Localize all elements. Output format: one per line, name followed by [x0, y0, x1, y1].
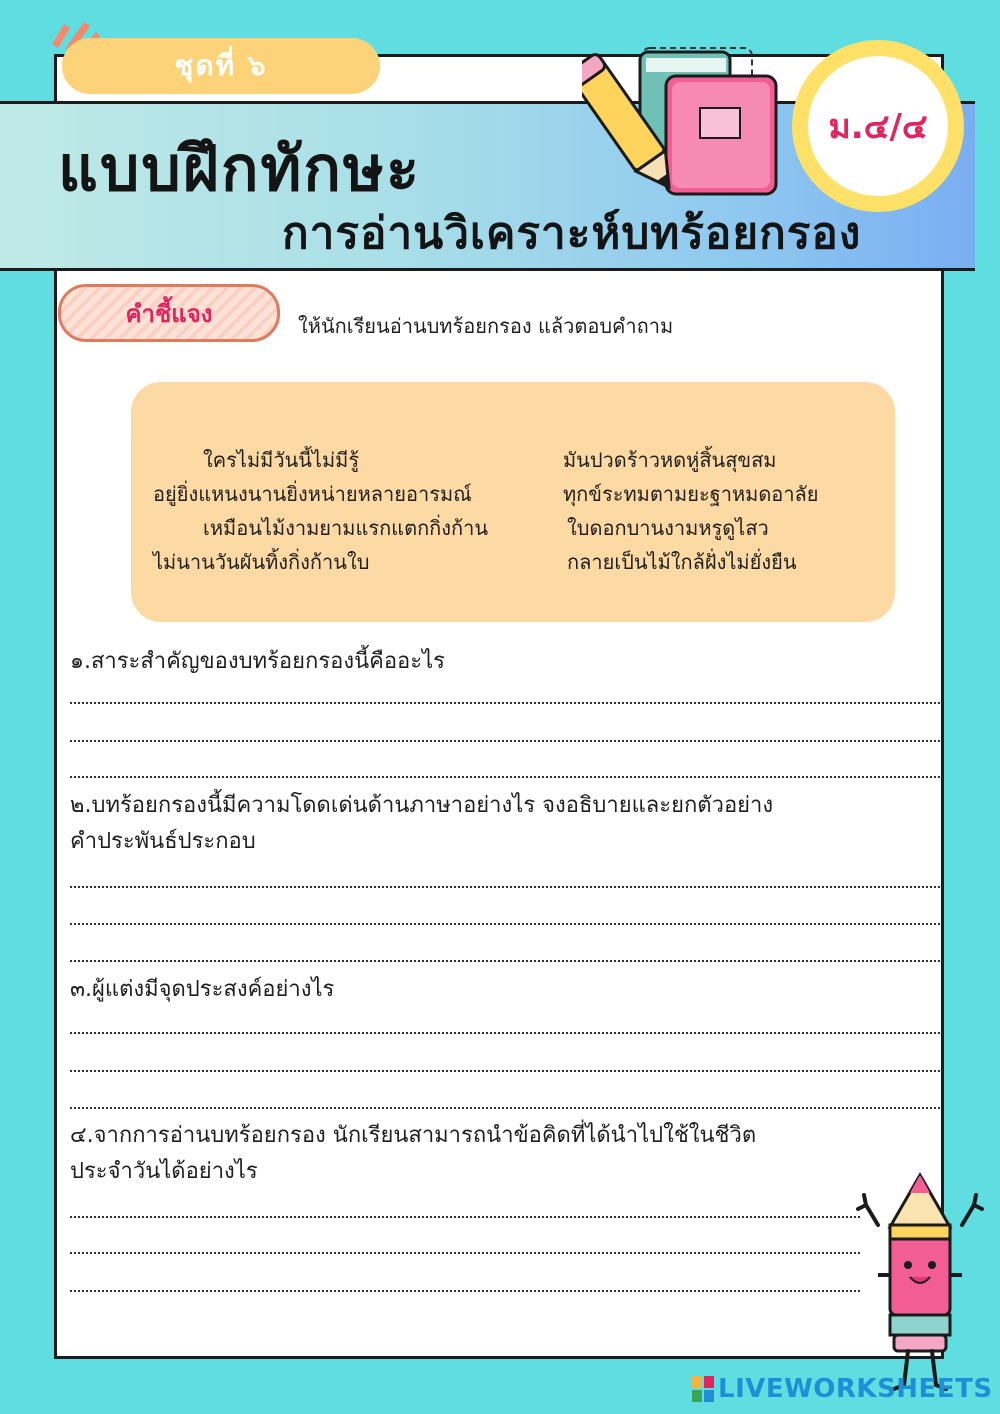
question-2-text-line-1: ๒.บทร้อยกรองนี้มีความโดดเด่นด้านภาษาอย่างไร จงอธิบายและยกตัวอย่าง — [70, 793, 774, 818]
question-2 — [70, 788, 940, 860]
grade-badge — [792, 40, 964, 212]
question-3 — [70, 972, 940, 1008]
poem-left-line-4: ไม่นานวันผันทิ้งกิ่งก้านใบ — [153, 550, 370, 574]
answer-line[interactable] — [70, 1107, 940, 1109]
pencil-mascot-icon — [850, 1165, 990, 1395]
answer-line[interactable] — [70, 960, 940, 962]
set-number-label: ชุดที่ ๖ — [62, 38, 380, 94]
poem-right-line-3: ใบดอกบานงามหรูดูไสว — [567, 516, 769, 540]
question-1-text: ๑.สาระสำคัญของบทร้อยกรองนี้คืออะไร — [70, 649, 445, 674]
page-subtitle: การอ่านวิเคราะห์บทร้อยกรอง — [282, 208, 862, 259]
answer-line[interactable] — [70, 923, 940, 925]
live-badge-icon — [692, 1376, 714, 1402]
answer-line[interactable] — [70, 776, 940, 778]
answer-line[interactable] — [70, 1290, 860, 1292]
poem-left-line-1: ใครไม่มีวันนี้ไม่มีรู้ — [203, 448, 360, 472]
instruction-text: ให้นักเรียนอ่านบทร้อยกรอง แล้วตอบคำถาม — [298, 314, 674, 338]
poem-right-line-1: มันปวดร้าวหดหู่สิ้นสุขสม — [563, 448, 777, 472]
question-4-text-line-1: ๔.จากการอ่านบทร้อยกรอง นักเรียนสามารถนำข้อคิดที่ได้นำไปใช้ในชีวิต — [70, 1123, 757, 1148]
question-4 — [70, 1118, 940, 1190]
answer-line[interactable] — [70, 1070, 940, 1072]
question-1 — [70, 644, 940, 680]
footer-brand: LIVEWORKSHEETS — [718, 1374, 993, 1404]
answer-line[interactable] — [70, 1032, 940, 1034]
instruction-tag: คำชี้แจง — [58, 284, 280, 342]
answer-line[interactable] — [70, 1216, 860, 1218]
answer-line[interactable] — [70, 886, 940, 888]
answer-line[interactable] — [70, 702, 940, 704]
question-2-text-line-2: คำประพันธ์ประกอบ — [70, 829, 256, 854]
answer-line[interactable] — [70, 1252, 860, 1254]
answer-line[interactable] — [70, 740, 940, 742]
page-title: แบบฝึกทักษะ — [58, 132, 422, 205]
question-3-text: ๓.ผู้แต่งมีจุดประสงค์อย่างไร — [70, 977, 335, 1002]
question-4-text-line-2: ประจำวันได้อย่างไร — [70, 1159, 258, 1184]
liveworksheets-logo — [692, 1374, 993, 1404]
poem-left-line-2: อยู่ยิ่งแหนงนานยิ่งหน่ายหลายอารมณ์ — [153, 482, 472, 506]
books-pencil-icon — [582, 30, 792, 200]
poem-right-line-2: ทุกข์ระทมตามยะฐาหมดอาลัย — [563, 482, 819, 506]
poem-left-line-3: เหมือนไม้งามยามแรกแตกกิ่งก้าน — [203, 516, 489, 540]
poem-box — [131, 382, 895, 622]
poem-right-line-4: กลายเป็นไม้ใกล้ฝั่งไม่ยั่งยืน — [567, 550, 797, 574]
grade-label: ม.๔/๔ — [808, 56, 948, 196]
